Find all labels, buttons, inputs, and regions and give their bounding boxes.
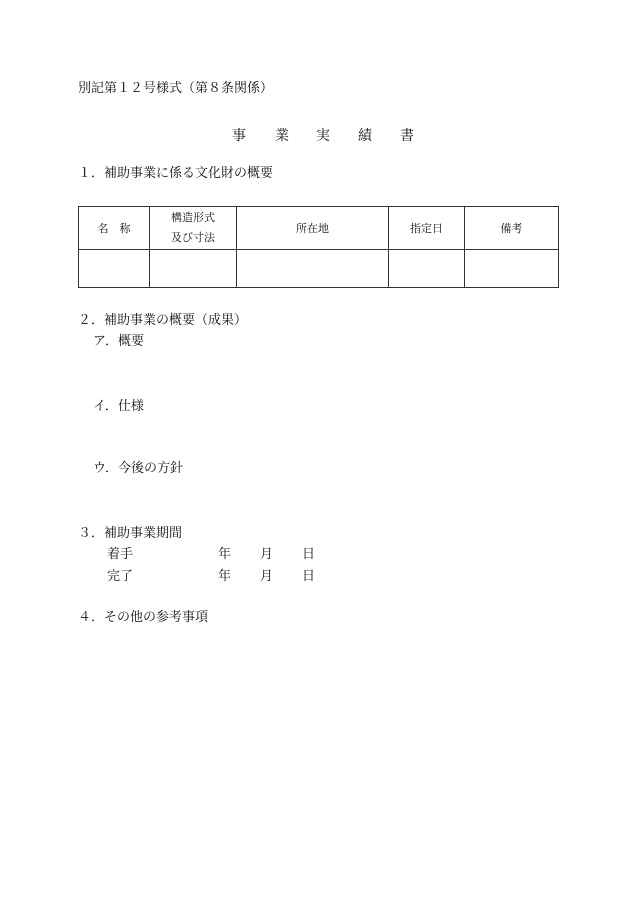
table-header-row [79,207,559,250]
header-structure-line2: 及び寸法 [171,231,215,244]
form-label: 別記第１２号様式（第８条関係） [78,81,274,96]
table-row [79,250,559,288]
title-char: 業 [275,128,289,144]
header-structure-line1: 構造形式 [171,211,215,224]
title-char: 実 [316,128,330,144]
cultural-property-table [78,206,559,288]
header-designation-date: 指定日 [389,207,465,250]
header-remarks: 備考 [465,207,559,250]
cell-remarks[interactable] [465,250,559,288]
cell-structure[interactable] [150,250,237,288]
section2-item-specification: イ．仕様 [93,399,144,414]
section2-heading: ２．補助事業の概要（成果） [78,313,248,328]
cell-name[interactable] [79,250,150,288]
start-label: 着手 [107,547,134,562]
header-name: 名 称 [79,207,150,250]
end-year-unit: 年 [218,569,232,584]
end-month-unit: 月 [260,569,274,584]
section1-heading: １．補助事業に係る文化財の概要 [78,166,274,181]
cell-location[interactable] [237,250,389,288]
title-char: 績 [358,128,372,144]
title-char: 書 [400,128,414,144]
section4-heading: ４．その他の参考事項 [78,610,209,625]
start-month-unit: 月 [260,547,274,562]
section2-item-overview: ア．概要 [93,334,144,349]
end-day-unit: 日 [302,569,316,584]
cell-designation-date[interactable] [389,250,465,288]
header-structure [150,207,237,250]
start-day-unit: 日 [302,547,316,562]
section2-item-future-policy: ウ．今後の方針 [93,461,183,476]
start-year-unit: 年 [218,547,232,562]
header-location: 所在地 [237,207,389,250]
end-label: 完了 [107,569,134,584]
section3-heading: ３．補助事業期間 [78,526,183,541]
title-char: 事 [232,128,246,144]
